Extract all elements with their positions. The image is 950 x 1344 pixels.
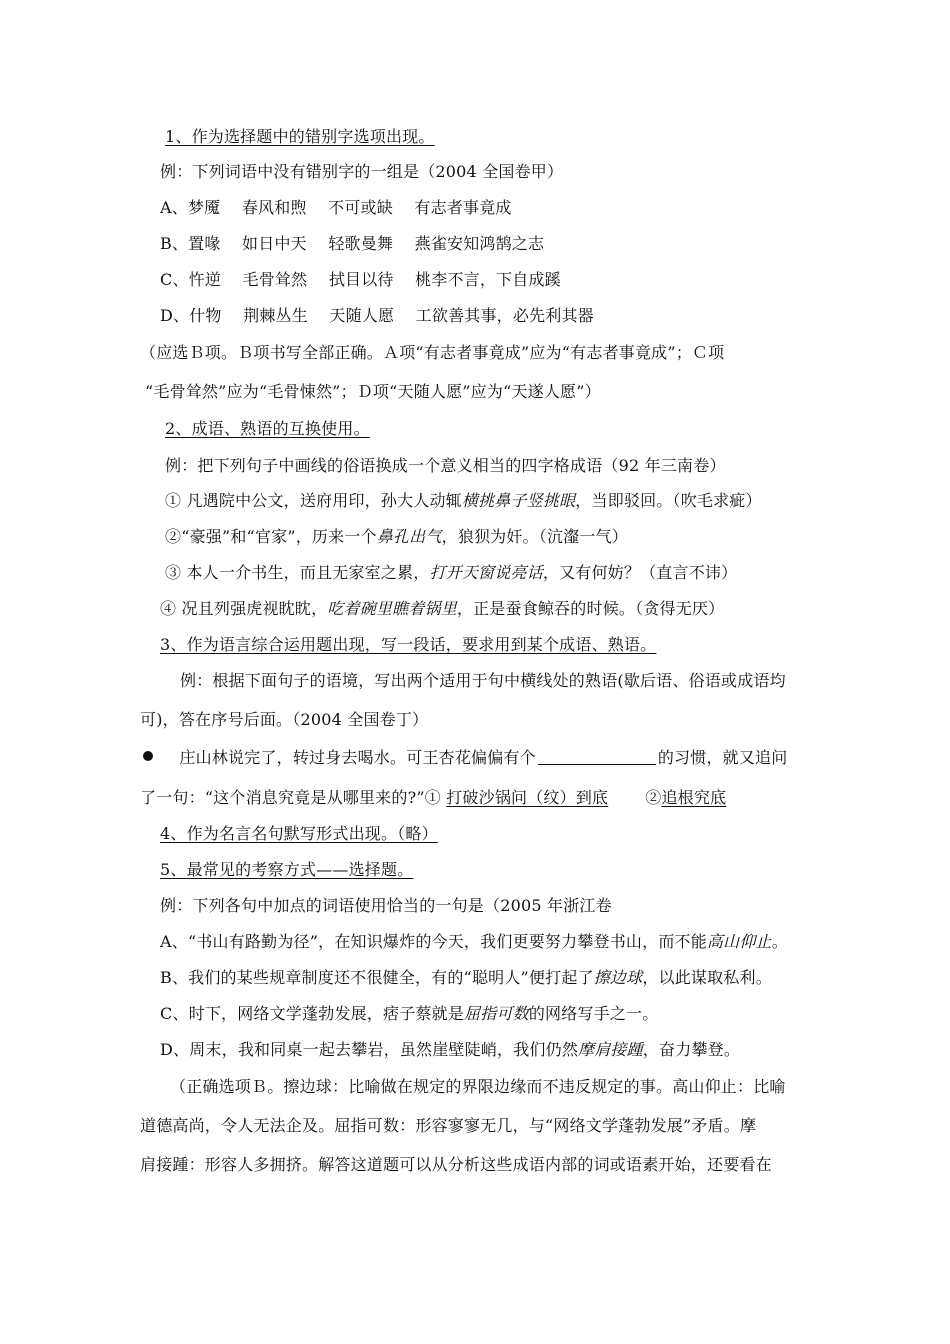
item-text: ，正是蚕食鲸吞的时候。（贪得无厌）	[456, 599, 725, 618]
option-text: ，以此谋取私利。	[642, 968, 772, 987]
section-5-heading: 5、最常见的考察方式——选择题。	[160, 860, 414, 879]
section-5-option-b	[160, 967, 772, 989]
section-2-item-2	[165, 526, 628, 548]
section-3-bullet-line-2	[140, 787, 726, 809]
section-5-option-a	[160, 931, 788, 953]
answer-2-number: ②	[645, 788, 662, 807]
section-2-example: 例：把下列句子中画线的俗语换成一个意义相当的四字格成语（92 年三南卷）	[165, 456, 726, 475]
answer-1: 打破沙锅问（纹）到底	[446, 788, 609, 807]
section-1-option-c: C、忤逆 毛骨耸然 拭目以待 桃李不言，下自成蹊	[160, 270, 561, 289]
option-text: A、“书山有路勤为径”，在知识爆炸的今天，我们更要努力攀登书山，而不能	[160, 932, 707, 951]
answer-2: 追根究底	[661, 788, 727, 807]
option-phrase: 高山仰止	[706, 932, 772, 951]
section-2-item-4	[160, 598, 724, 620]
section-3-bullet-line-1	[143, 747, 787, 769]
item-text: ① 凡遇院中公文，送府用印，孙大人动辄	[165, 491, 462, 510]
section-2-item-3	[165, 562, 737, 584]
section-1-option-b: B、置喙 如日中天 轻歌曼舞 燕雀安知鸿鹄之志	[160, 234, 545, 253]
section-3-example-line-1: 例：根据下面句子的语境，写出两个适用于句中横线处的熟语(歇后语、俗语或成语均	[180, 671, 786, 690]
section-5-option-c	[160, 1003, 658, 1025]
item-phrase: 横挑鼻子竖挑眼	[461, 491, 576, 510]
section-1-example: 例：下列词语中没有错别字的一组是（2004 全国卷甲）	[160, 162, 564, 181]
option-text: 的网络写手之一。	[528, 1004, 659, 1023]
section-1-option-d: D、什物 荆棘丛生 天随人愿 工欲善其事，必先利其器	[160, 306, 594, 325]
item-phrase: 吃着碗里瞧着锅里	[327, 599, 457, 618]
section-3-example-line-2: 可)，答在序号后面。（2004 全国卷丁）	[140, 710, 429, 729]
bullet-text: 的习惯，就又追问	[657, 748, 788, 767]
section-1-answer-line-1: （应选Ｂ项。Ｂ项书写全部正确。Ａ项“有志者事竟成”应为“有志者事竟成”；Ｃ项	[140, 343, 725, 362]
section-5-explanation-line-3: 肩接踵：形容人多拥挤。解答这道题可以从分析这些成语内部的词或语素开始，还要看在	[140, 1155, 772, 1174]
section-4-heading: 4、作为名言名句默写形式出现。（略）	[160, 824, 438, 843]
item-text: ，当即驳回。（吹毛求疵）	[575, 491, 762, 510]
option-phrase: 摩肩接踵	[578, 1040, 643, 1059]
item-text: ，狼狈为奸。（沆瀣一气）	[441, 527, 628, 546]
option-text: 。	[771, 932, 788, 951]
option-text: B、我们的某些规章制度还不很健全，有的“聪明人”便打起了	[160, 968, 594, 987]
section-5-explanation-line-1: （正确选项Ｂ。擦边球：比喻做在规定的界限边缘而不违反规定的事。高山仰止：比喻	[170, 1077, 786, 1096]
section-2-heading: 2、成语、熟语的互换使用。	[165, 419, 370, 438]
section-5-example: 例：下列各句中加点的词语使用恰当的一句是（2005 年浙江卷	[160, 896, 612, 915]
fill-in-blank	[538, 748, 656, 765]
section-1-option-a: A、梦魇 春风和煦 不可或缺 有志者事竟成	[160, 198, 512, 217]
section-1-answer-line-2: “毛骨耸然”应为“毛骨悚然”；Ｄ项“天随人愿”应为“天遂人愿”）	[145, 382, 601, 401]
section-5-explanation-line-2: 道德高尚，令人无法企及。屈指可数：形容寥寥无几，与“网络文学蓬勃发展”矛盾。摩	[140, 1116, 757, 1135]
item-phrase: 鼻孔出气	[376, 527, 442, 546]
section-3-heading: 3、作为语言综合运用题出现，写一段话，要求用到某个成语、熟语。	[160, 635, 657, 654]
section-5-option-d	[160, 1039, 740, 1061]
bullet-icon	[143, 751, 153, 761]
bullet-text: 庄山林说完了，转过身去喝水。可王杏花偏偏有个	[179, 748, 536, 767]
item-text: ③ 本人一介书生，而且无家室之累，	[165, 563, 430, 582]
section-1-heading: 1、作为选择题中的错别字选项出现。	[165, 127, 435, 146]
option-text: C、时下，网络文学蓬勃发展，痞子蔡就是	[160, 1004, 465, 1023]
option-text: ，奋力攀登。	[642, 1040, 741, 1059]
item-text: ④ 况且列强虎视眈眈，	[160, 599, 328, 618]
item-phrase: 打开天窗说亮话	[429, 563, 543, 582]
section-2-item-1	[165, 490, 762, 512]
option-text: D、周末，我和同桌一起去攀岩，虽然崖壁陡峭，我们仍然	[160, 1040, 579, 1059]
bullet-text: 了一句：“这个消息究竟是从哪里来的?”①	[140, 788, 447, 807]
item-text: ②“豪强”和“官家”，历来一个	[165, 527, 377, 546]
option-phrase: 擦边球	[593, 968, 643, 987]
item-text: ，又有何妨？（直言不讳）	[542, 563, 738, 582]
option-phrase: 屈指可数	[464, 1004, 529, 1023]
